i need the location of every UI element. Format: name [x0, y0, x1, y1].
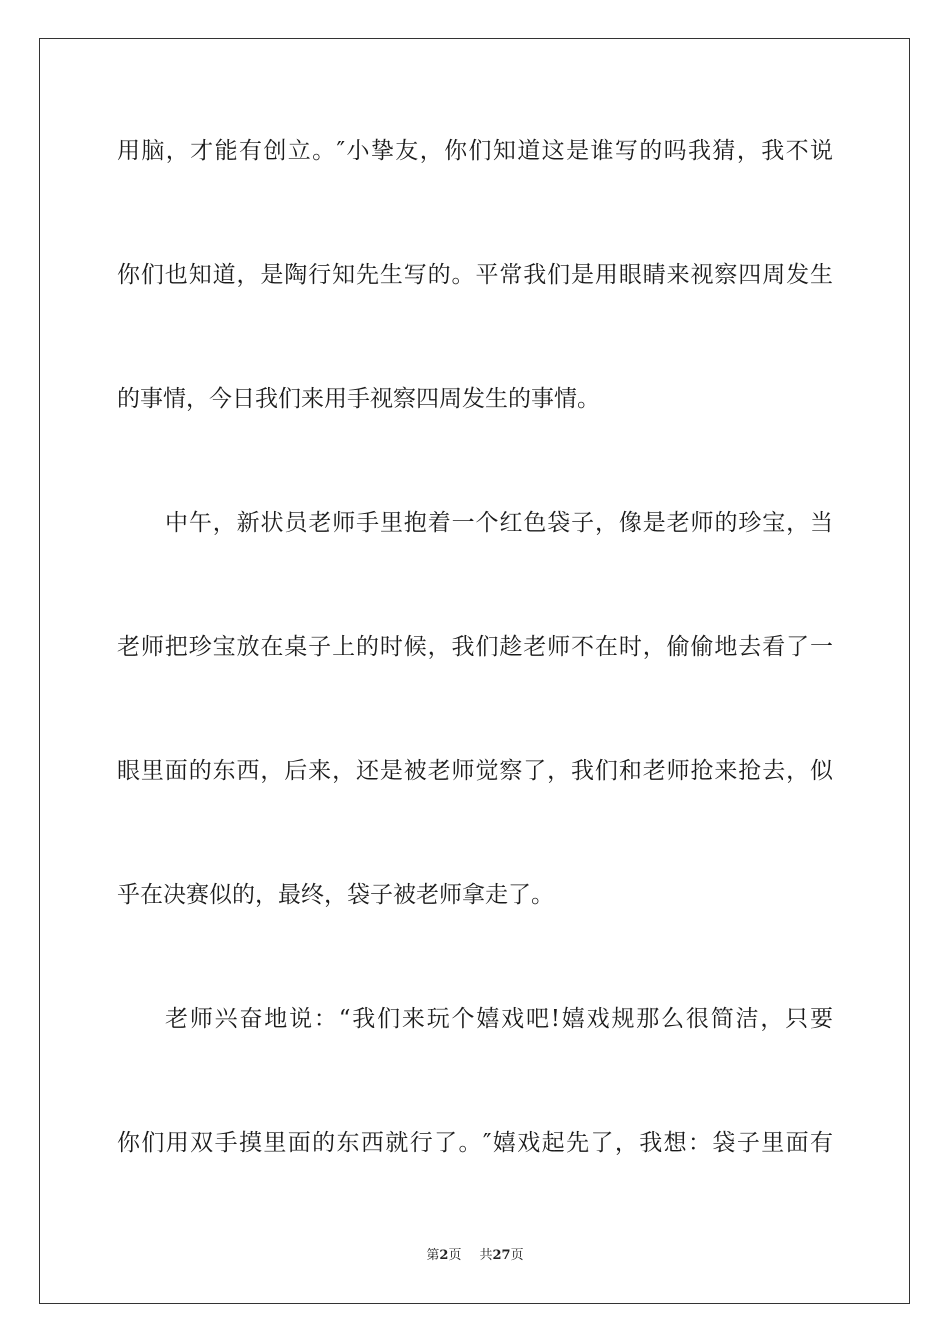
total-pages: 27 — [492, 1248, 511, 1263]
text-line: 眼里面的东西，后来，还是被老师觉察了，我们和老师抢来抢去，似 — [117, 758, 833, 784]
page-footer — [0, 1247, 950, 1265]
total-suffix: 页 — [510, 1248, 524, 1263]
text-line: 中午，新状员老师手里抱着一个红色袋子，像是老师的珍宝，当 — [165, 510, 833, 536]
text-line: 你们用双手摸里面的东西就行了。″嬉戏起先了，我想：袋子里面有 — [117, 1130, 833, 1156]
total-prefix: 共 — [479, 1248, 493, 1263]
page-number: 2 — [439, 1248, 449, 1263]
text-line: 老师把珍宝放在桌子上的时候，我们趁老师不在时，偷偷地去看了一 — [117, 634, 833, 660]
text-line: 用脑，才能有创立。″小挚友，你们知道这是谁写的吗我猜，我不说 — [117, 138, 833, 164]
text-line: 乎在决赛似的，最终，袋子被老师拿走了。 — [117, 882, 554, 908]
text-line: 的事情，今日我们来用手视察四周发生的事情。 — [117, 386, 600, 412]
page-border — [39, 38, 910, 1304]
page-suffix: 页 — [448, 1248, 462, 1263]
page-prefix: 第 — [426, 1248, 440, 1263]
text-line: 老师兴奋地说：“我们来玩个嬉戏吧!嬉戏规那么很简洁，只要 — [165, 1006, 833, 1032]
text-line: 你们也知道，是陶行知先生写的。平常我们是用眼睛来视察四周发生 — [117, 262, 833, 288]
